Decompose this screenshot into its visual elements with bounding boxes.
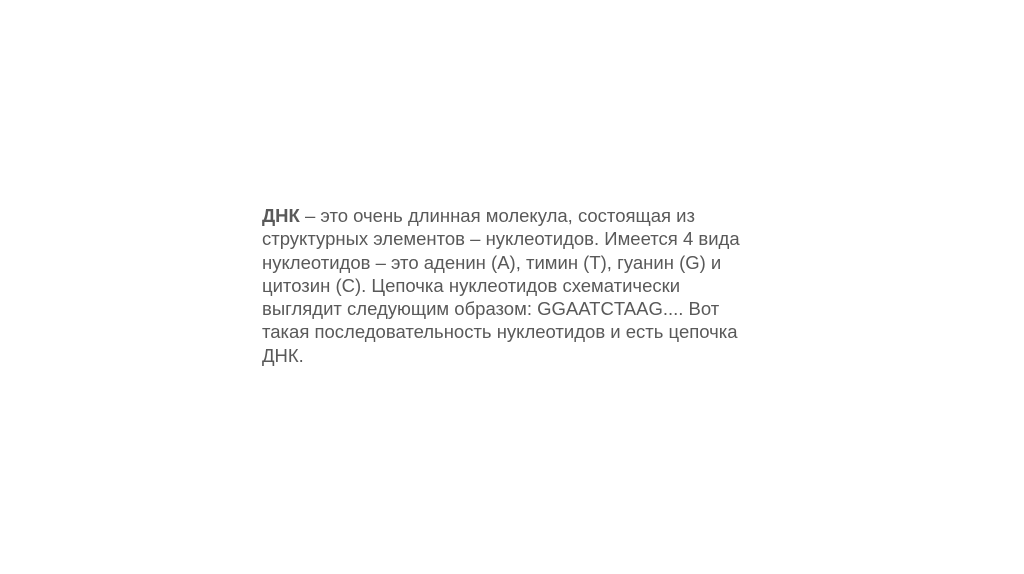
term-dna: ДНК	[262, 205, 300, 226]
paragraph-line-2: структурных элементов – нуклеотидов. Имеется 4 вида	[262, 228, 740, 250]
dna-paragraph	[262, 204, 782, 367]
paragraph-line-7: ДНК.	[262, 344, 304, 366]
paragraph-line-1-text: – это очень длинная молекула, состоящая из	[299, 205, 695, 226]
paragraph-line-6: такая последовательность нуклеотидов и есть цепочка	[262, 321, 738, 343]
paragraph-line-1	[262, 204, 782, 227]
paragraph-line-5: выглядит следующим образом: GGAATCTAAG.... Вот	[262, 298, 720, 320]
paragraph-line-4: цитозин (C). Цепочка нуклеотидов схематически	[262, 274, 681, 296]
paragraph-line-3: нуклеотидов – это аденин (A), тимин (T), гуанин (G) и	[262, 251, 722, 273]
